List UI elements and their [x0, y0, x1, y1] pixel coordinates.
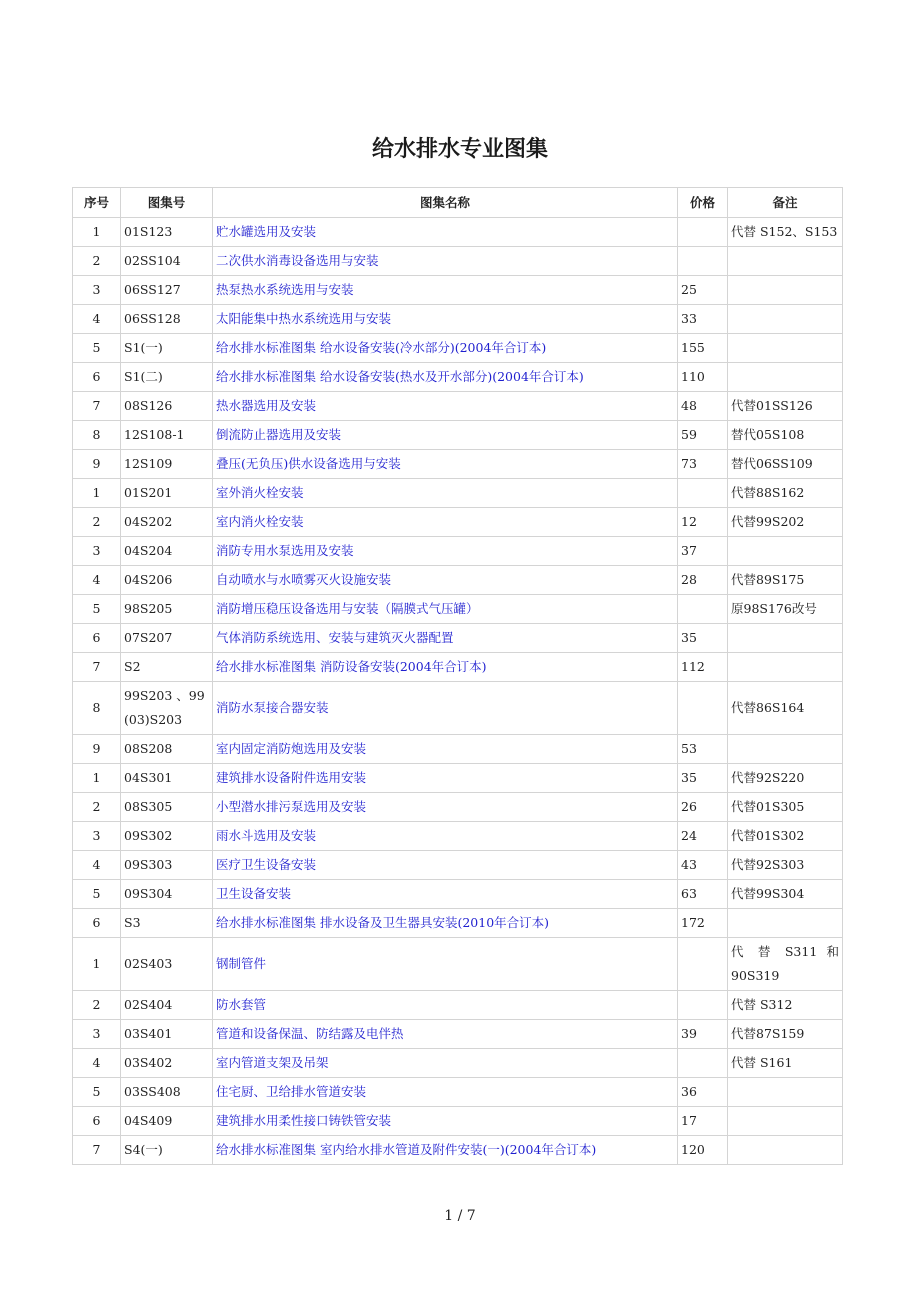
table-row [73, 276, 843, 305]
note-cell [728, 247, 843, 276]
note-cell: 代替 S312 [728, 991, 843, 1020]
code-cell: 98S205 [121, 595, 213, 624]
name-cell [213, 595, 678, 624]
seq-cell: 6 [73, 624, 121, 653]
name-cell [213, 276, 678, 305]
table-row [73, 793, 843, 822]
name-cell [213, 421, 678, 450]
table-row [73, 421, 843, 450]
note-cell: 代替01S302 [728, 822, 843, 851]
price-cell [678, 938, 728, 991]
seq-cell: 8 [73, 682, 121, 735]
seq-cell: 7 [73, 653, 121, 682]
note-cell: 代 替 S311 和 90S319 [728, 938, 843, 991]
table-row [73, 938, 843, 991]
table-row [73, 450, 843, 479]
note-cell: 原98S176改号 [728, 595, 843, 624]
table-row [73, 682, 843, 735]
note-cell [728, 363, 843, 392]
table-row [73, 392, 843, 421]
code-cell: 07S207 [121, 624, 213, 653]
price-cell: 28 [678, 566, 728, 595]
seq-cell: 3 [73, 276, 121, 305]
atlas-title-link[interactable]: 室外消火栓安装 [216, 485, 304, 500]
code-cell: 02SS104 [121, 247, 213, 276]
seq-cell: 1 [73, 938, 121, 991]
seq-cell: 9 [73, 450, 121, 479]
atlas-title-link[interactable]: 雨水斗选用及安装 [216, 828, 317, 843]
code-cell: S1(二) [121, 363, 213, 392]
code-cell: 08S126 [121, 392, 213, 421]
table-row [73, 537, 843, 566]
seq-cell: 4 [73, 851, 121, 880]
code-cell: 03S402 [121, 1049, 213, 1078]
seq-cell: 4 [73, 1049, 121, 1078]
table-row [73, 624, 843, 653]
code-cell: S1(一) [121, 334, 213, 363]
note-cell [728, 624, 843, 653]
note-cell: 代替92S220 [728, 764, 843, 793]
code-cell: 09S303 [121, 851, 213, 880]
name-cell [213, 822, 678, 851]
atlas-title-link[interactable]: 倒流防止器选用及安装 [216, 427, 342, 442]
page-number: 1 / 7 [444, 1208, 476, 1224]
code-cell: 02S403 [121, 938, 213, 991]
name-cell [213, 305, 678, 334]
name-cell [213, 764, 678, 793]
note-cell [728, 1107, 843, 1136]
atlas-title-link[interactable]: 住宅厨、卫给排水管道安装 [216, 1084, 367, 1099]
name-cell [213, 735, 678, 764]
atlas-title-link[interactable]: 热水器选用及安装 [216, 398, 317, 413]
code-cell: 12S109 [121, 450, 213, 479]
seq-cell: 6 [73, 363, 121, 392]
table-row [73, 218, 843, 247]
seq-cell: 4 [73, 566, 121, 595]
note-cell [728, 909, 843, 938]
table-row [73, 909, 843, 938]
table-row [73, 822, 843, 851]
code-cell: 04S301 [121, 764, 213, 793]
name-cell [213, 1136, 678, 1165]
table-row [73, 566, 843, 595]
seq-cell: 3 [73, 537, 121, 566]
atlas-title-link[interactable]: 建筑排水用柔性接口铸铁管安装 [216, 1113, 392, 1128]
seq-cell: 6 [73, 1107, 121, 1136]
name-cell [213, 682, 678, 735]
name-cell [213, 880, 678, 909]
header-price: 价格 [678, 188, 728, 218]
name-cell [213, 938, 678, 991]
note-cell [728, 276, 843, 305]
code-cell: 01S201 [121, 479, 213, 508]
price-cell: 53 [678, 735, 728, 764]
note-cell [728, 1136, 843, 1165]
name-cell [213, 1078, 678, 1107]
name-cell [213, 450, 678, 479]
note-cell: 代替89S175 [728, 566, 843, 595]
price-cell [678, 682, 728, 735]
name-cell [213, 334, 678, 363]
price-cell [678, 247, 728, 276]
header-name: 图集名称 [213, 188, 678, 218]
code-cell: 99S203 、99(03)S203 [121, 682, 213, 735]
table-row [73, 479, 843, 508]
code-cell: S4(一) [121, 1136, 213, 1165]
note-cell [728, 1078, 843, 1107]
seq-cell: 5 [73, 334, 121, 363]
note-cell [728, 334, 843, 363]
price-cell: 37 [678, 537, 728, 566]
seq-cell: 1 [73, 479, 121, 508]
note-cell: 代替88S162 [728, 479, 843, 508]
atlas-title-link[interactable]: 消防专用水泵选用及安装 [216, 543, 354, 558]
page-title: 给水排水专业图集 [371, 137, 548, 162]
atlas-title-link[interactable]: 二次供水消毒设备选用与安装 [216, 253, 379, 268]
table-row [73, 735, 843, 764]
seq-cell: 1 [73, 764, 121, 793]
table-row [73, 334, 843, 363]
atlas-title-link[interactable]: 贮水罐选用及安装 [216, 224, 317, 239]
seq-cell: 2 [73, 793, 121, 822]
price-cell: 59 [678, 421, 728, 450]
atlas-title-link[interactable]: 防水套管 [216, 997, 267, 1012]
header-seq: 序号 [73, 188, 121, 218]
note-cell: 代替86S164 [728, 682, 843, 735]
table-header-row [73, 188, 843, 218]
header-note: 备注 [728, 188, 843, 218]
code-cell: 04S204 [121, 537, 213, 566]
atlas-title-link[interactable]: 叠压(无负压)供水设备选用与安装 [216, 456, 401, 471]
name-cell [213, 392, 678, 421]
seq-cell: 3 [73, 822, 121, 851]
seq-cell: 3 [73, 1020, 121, 1049]
atlas-title-link[interactable]: 室内管道支架及吊架 [216, 1055, 329, 1070]
atlas-title-link[interactable]: 给水排水标准图集 消防设备安装(2004年合订本) [216, 659, 487, 674]
name-cell [213, 793, 678, 822]
seq-cell: 1 [73, 218, 121, 247]
name-cell [213, 218, 678, 247]
name-cell [213, 566, 678, 595]
note-cell: 代替 S161 [728, 1049, 843, 1078]
seq-cell: 9 [73, 735, 121, 764]
table-row [73, 363, 843, 392]
table-row [73, 764, 843, 793]
code-cell: 03SS408 [121, 1078, 213, 1107]
name-cell [213, 1107, 678, 1136]
table-row [73, 1020, 843, 1049]
seq-cell: 5 [73, 595, 121, 624]
atlas-title-link[interactable]: 给水排水标准图集 排水设备及卫生器具安装(2010年合订本) [216, 915, 550, 930]
name-cell [213, 653, 678, 682]
name-cell [213, 1049, 678, 1078]
code-cell: S2 [121, 653, 213, 682]
price-cell: 48 [678, 392, 728, 421]
atlas-title-link[interactable]: 热泵热水系统选用与安装 [216, 282, 354, 297]
name-cell [213, 1020, 678, 1049]
atlas-table [72, 187, 843, 1165]
price-cell: 155 [678, 334, 728, 363]
code-cell: 01S123 [121, 218, 213, 247]
price-cell: 36 [678, 1078, 728, 1107]
name-cell [213, 363, 678, 392]
price-cell [678, 1049, 728, 1078]
note-cell: 代替 S152、S153 [728, 218, 843, 247]
price-cell: 17 [678, 1107, 728, 1136]
code-cell: 06SS127 [121, 276, 213, 305]
price-cell: 33 [678, 305, 728, 334]
code-cell: 04S202 [121, 508, 213, 537]
table-row [73, 851, 843, 880]
code-cell: 02S404 [121, 991, 213, 1020]
note-cell: 代替99S202 [728, 508, 843, 537]
atlas-title-link[interactable]: 建筑排水设备附件选用安装 [216, 770, 367, 785]
price-cell: 24 [678, 822, 728, 851]
price-cell [678, 218, 728, 247]
price-cell: 25 [678, 276, 728, 305]
note-cell: 代替01SS126 [728, 392, 843, 421]
table-row [73, 595, 843, 624]
note-cell: 替代06SS109 [728, 450, 843, 479]
atlas-title-link[interactable]: 室内消火栓安装 [216, 514, 304, 529]
price-cell [678, 991, 728, 1020]
atlas-title-link[interactable]: 太阳能集中热水系统选用与安装 [216, 311, 392, 326]
table-row [73, 508, 843, 537]
price-cell: 26 [678, 793, 728, 822]
name-cell [213, 991, 678, 1020]
note-cell [728, 537, 843, 566]
note-cell: 代替87S159 [728, 1020, 843, 1049]
code-cell: 04S409 [121, 1107, 213, 1136]
price-cell: 110 [678, 363, 728, 392]
atlas-title-link[interactable]: 气体消防系统选用、安装与建筑灭火器配置 [216, 630, 454, 645]
table-row [73, 1049, 843, 1078]
code-cell: 08S208 [121, 735, 213, 764]
seq-cell: 8 [73, 421, 121, 450]
table-row [73, 247, 843, 276]
price-cell: 112 [678, 653, 728, 682]
seq-cell: 5 [73, 1078, 121, 1107]
name-cell [213, 537, 678, 566]
table-row [73, 991, 843, 1020]
price-cell [678, 595, 728, 624]
name-cell [213, 479, 678, 508]
price-cell: 43 [678, 851, 728, 880]
seq-cell: 6 [73, 909, 121, 938]
price-cell: 63 [678, 880, 728, 909]
note-cell: 代替99S304 [728, 880, 843, 909]
note-cell [728, 653, 843, 682]
note-cell: 替代05S108 [728, 421, 843, 450]
atlas-title-link[interactable]: 医疗卫生设备安装 [216, 857, 317, 872]
name-cell [213, 247, 678, 276]
code-cell: 12S108-1 [121, 421, 213, 450]
code-cell: 09S304 [121, 880, 213, 909]
table-row [73, 1107, 843, 1136]
seq-cell: 2 [73, 991, 121, 1020]
atlas-title-link[interactable]: 室内固定消防炮选用及安装 [216, 741, 367, 756]
code-cell: 03S401 [121, 1020, 213, 1049]
atlas-title-link[interactable]: 给水排水标准图集 给水设备安装(冷水部分)(2004年合订本) [216, 340, 547, 355]
price-cell: 12 [678, 508, 728, 537]
code-cell: 06SS128 [121, 305, 213, 334]
name-cell [213, 851, 678, 880]
atlas-title-link[interactable]: 给水排水标准图集 室内给水排水管道及附件安装(一)(2004年合订本) [216, 1142, 597, 1157]
atlas-title-link[interactable]: 卫生设备安装 [216, 886, 292, 901]
table-row [73, 880, 843, 909]
seq-cell: 5 [73, 880, 121, 909]
seq-cell: 2 [73, 247, 121, 276]
table-row [73, 305, 843, 334]
code-cell: 08S305 [121, 793, 213, 822]
atlas-title-link[interactable]: 给水排水标准图集 给水设备安装(热水及开水部分)(2004年合订本) [216, 369, 584, 384]
note-cell: 代替01S305 [728, 793, 843, 822]
atlas-title-link[interactable]: 自动喷水与水喷雾灭火设施安装 [216, 572, 392, 587]
name-cell [213, 508, 678, 537]
price-cell: 73 [678, 450, 728, 479]
header-code: 图集号 [121, 188, 213, 218]
seq-cell: 4 [73, 305, 121, 334]
price-cell: 39 [678, 1020, 728, 1049]
note-cell [728, 735, 843, 764]
table-row [73, 1136, 843, 1165]
atlas-title-link[interactable]: 消防水泵接合器安装 [216, 700, 329, 715]
name-cell [213, 909, 678, 938]
atlas-title-link[interactable]: 小型潜水排污泵选用及安装 [216, 799, 367, 814]
atlas-title-link[interactable]: 管道和设备保温、防结露及电伴热 [216, 1026, 404, 1041]
note-cell [728, 305, 843, 334]
code-cell: S3 [121, 909, 213, 938]
price-cell: 35 [678, 624, 728, 653]
table-row [73, 1078, 843, 1107]
price-cell: 35 [678, 764, 728, 793]
atlas-title-link[interactable]: 消防增压稳压设备选用与安装（隔膜式气压罐） [216, 601, 479, 616]
price-cell [678, 479, 728, 508]
code-cell: 04S206 [121, 566, 213, 595]
code-cell: 09S302 [121, 822, 213, 851]
seq-cell: 2 [73, 508, 121, 537]
price-cell: 120 [678, 1136, 728, 1165]
price-cell: 172 [678, 909, 728, 938]
seq-cell: 7 [73, 1136, 121, 1165]
atlas-title-link[interactable]: 钢制管件 [216, 956, 267, 971]
seq-cell: 7 [73, 392, 121, 421]
name-cell [213, 624, 678, 653]
note-cell: 代替92S303 [728, 851, 843, 880]
table-row [73, 653, 843, 682]
